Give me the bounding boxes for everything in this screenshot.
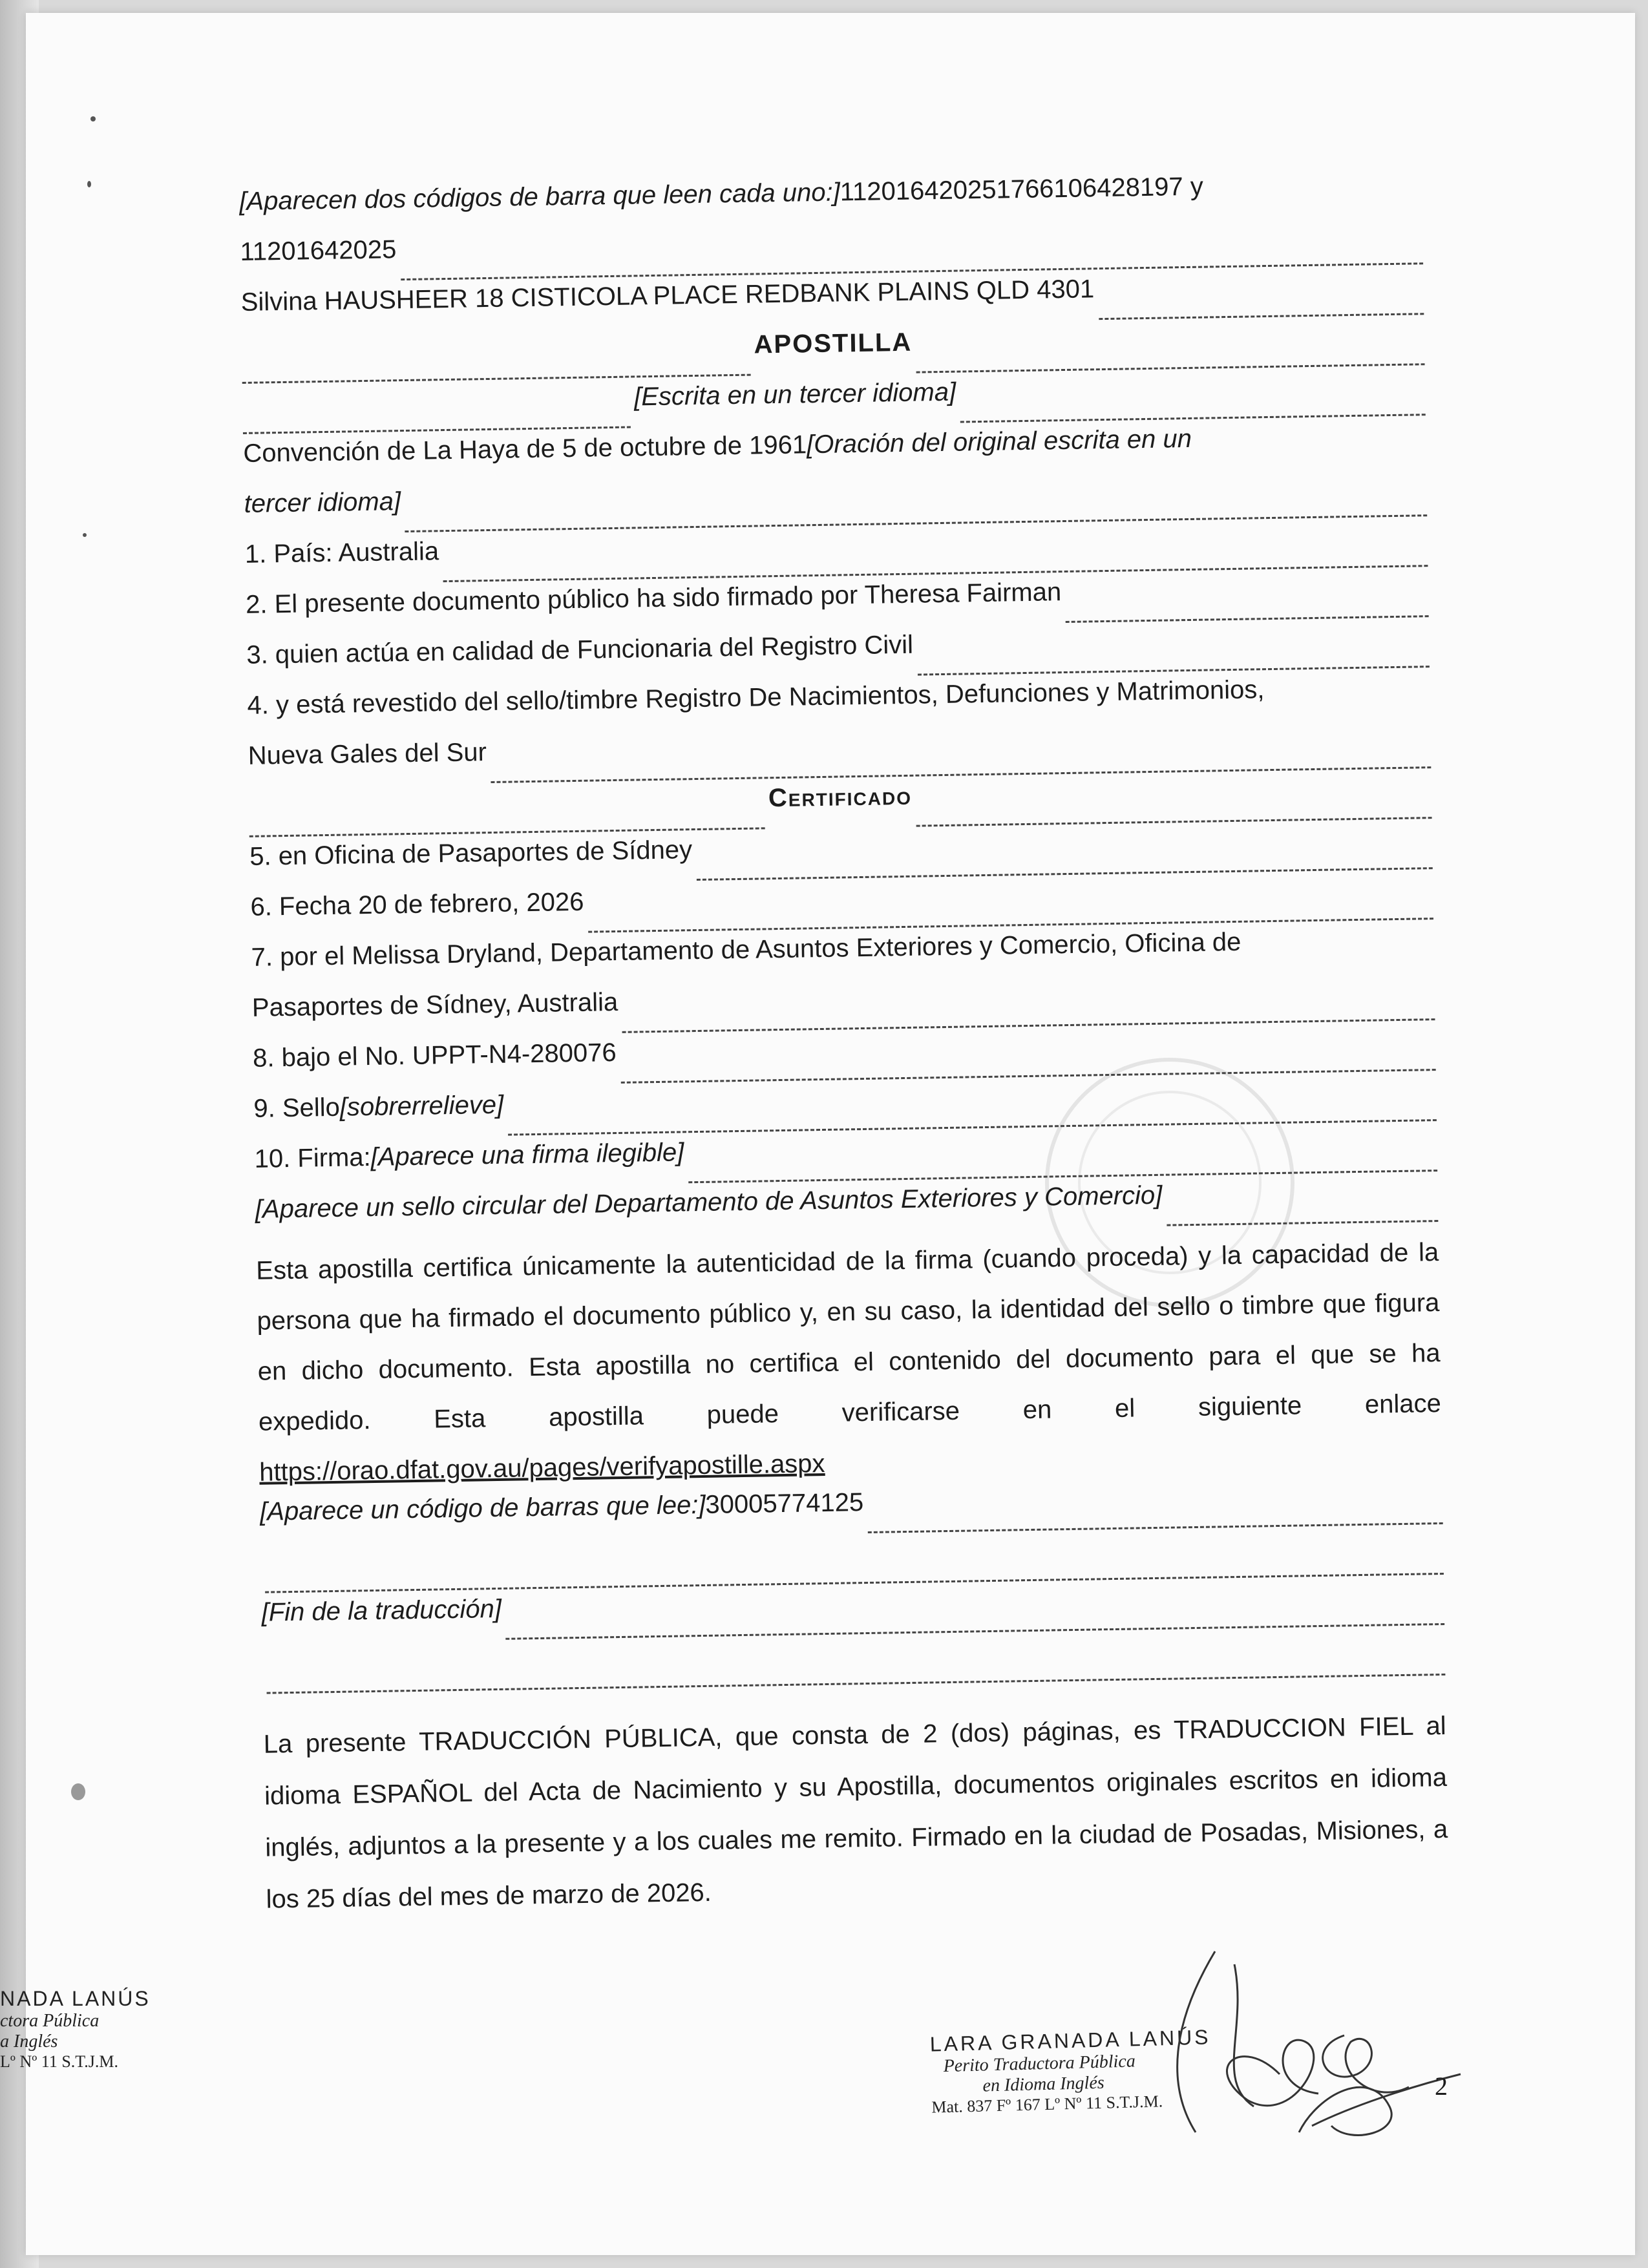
line-tercer-idioma: [Escrita en un tercer idioma] bbox=[242, 370, 1426, 439]
scan-speck bbox=[83, 533, 87, 537]
item-10: 10. Firma: [Aparece una firma ilegible] bbox=[254, 1126, 1437, 1195]
certificado-heading: Certificado bbox=[768, 781, 913, 813]
line-fin: [Fin de la traducción] bbox=[261, 1580, 1444, 1649]
translator-stamp-left: NADA LANÚS ctora Pública a Inglés Lº Nº 11 S.T.J.M. bbox=[0, 1987, 151, 2071]
apostilla-heading: APOSTILLA bbox=[754, 328, 913, 359]
verify-apostille-link[interactable]: https://orao.dfat.gov.au/pages/verifyapostille.aspx bbox=[259, 1449, 825, 1487]
line-convencion-cont: tercer idioma] bbox=[244, 471, 1427, 540]
scan-speck bbox=[87, 181, 91, 187]
scan-speck bbox=[90, 116, 96, 121]
item-6: 6. Fecha 20 de febrero, 2026 bbox=[250, 874, 1433, 943]
page-number: 2 bbox=[1435, 2072, 1448, 2101]
item-3: 3. quien actúa en calidad de Funcionaria del Registro Civil bbox=[246, 622, 1430, 691]
item-4-cont: Nueva Gales del Sur bbox=[248, 723, 1431, 792]
line-convencion: Convención de La Haya de 5 de octubre de 1961 [Oración del original escrita en un bbox=[243, 424, 1192, 468]
apostilla-paragraph: Esta apostilla certifica únicamente la autenticidad de la firma (cuando proceda) y la capacidad de la persona que ha firmado el documento público y, en su caso, la identidad del sello o timbre que figura en dicho documento. Esta apostilla no certifica el contenido del documento para el que se ha expedido. Esta apostilla puede verificarse en el siguiente enlace https://orao.dfat.gov.au/pages/verifyapostille.aspx bbox=[255, 1238, 1442, 1487]
translation-body bbox=[239, 169, 1449, 1925]
line-barcode-final: [Aparece un código de barras que lee:] 30005774125 bbox=[260, 1479, 1443, 1548]
translator-name: LARA GRANADA LANÚS bbox=[929, 2025, 1211, 2056]
item-4: 4. y está revestido del sello/timbre Registro De Nacimientos, Defunciones y Matrimonios, bbox=[247, 675, 1265, 720]
item-7-cont: Pasaportes de Sídney, Australia bbox=[252, 975, 1435, 1044]
scan-speck bbox=[71, 1783, 85, 1800]
line-sello-circular: [Aparece un sello circular del Departamento de Asuntos Exteriores y Comercio] bbox=[255, 1177, 1439, 1246]
item-1: 1. País: Australia bbox=[245, 521, 1428, 591]
item-8: 8. bajo el No. UPPT-N4-280076 bbox=[253, 1025, 1436, 1095]
item-2: 2. El presente documento público ha sido firmado por Theresa Fairman bbox=[246, 572, 1429, 641]
document-page bbox=[0, 13, 1635, 2255]
line-address: Silvina HAUSHEER 18 CISTICOLA PLACE REDBANK PLAINS QLD 4301 bbox=[240, 269, 1424, 339]
item-7: 7. por el Melissa Dryland, Departamento de Asuntos Exteriores y Comercio, Oficina de bbox=[251, 927, 1241, 972]
item-5: 5. en Oficina de Pasaportes de Sídney bbox=[249, 824, 1433, 893]
handwritten-signature bbox=[1137, 1938, 1474, 2145]
line-barcode-2: 11201642025 bbox=[240, 219, 1423, 288]
translator-stamp: LARA GRANADA LANÚS Perito Traductora Pública en Idioma Inglés Mat. 837 Fº 167 Lº Nº 11 S.T.J.M. bbox=[929, 2025, 1211, 2117]
item-9: 9. Sello [sobrerrelieve] bbox=[253, 1076, 1437, 1145]
line-barcodes: [Aparecen dos códigos de barra que leen cada uno:] 112016420251766106428197 y bbox=[239, 172, 1204, 216]
closing-paragraph: La presente TRADUCCIÓN PÚBLICA, que consta de 2 (dos) páginas, es TRADUCCION FIEL al idioma ESPAÑOL del Acta de Nacimiento y su Apostilla, documentos originales escritos en idioma inglés, adjuntos a la presente y a los cuales me remito. Firmado en la ciudad de Posadas, Misiones, a los 25 días del mes de marzo de 2026. bbox=[263, 1711, 1448, 1914]
